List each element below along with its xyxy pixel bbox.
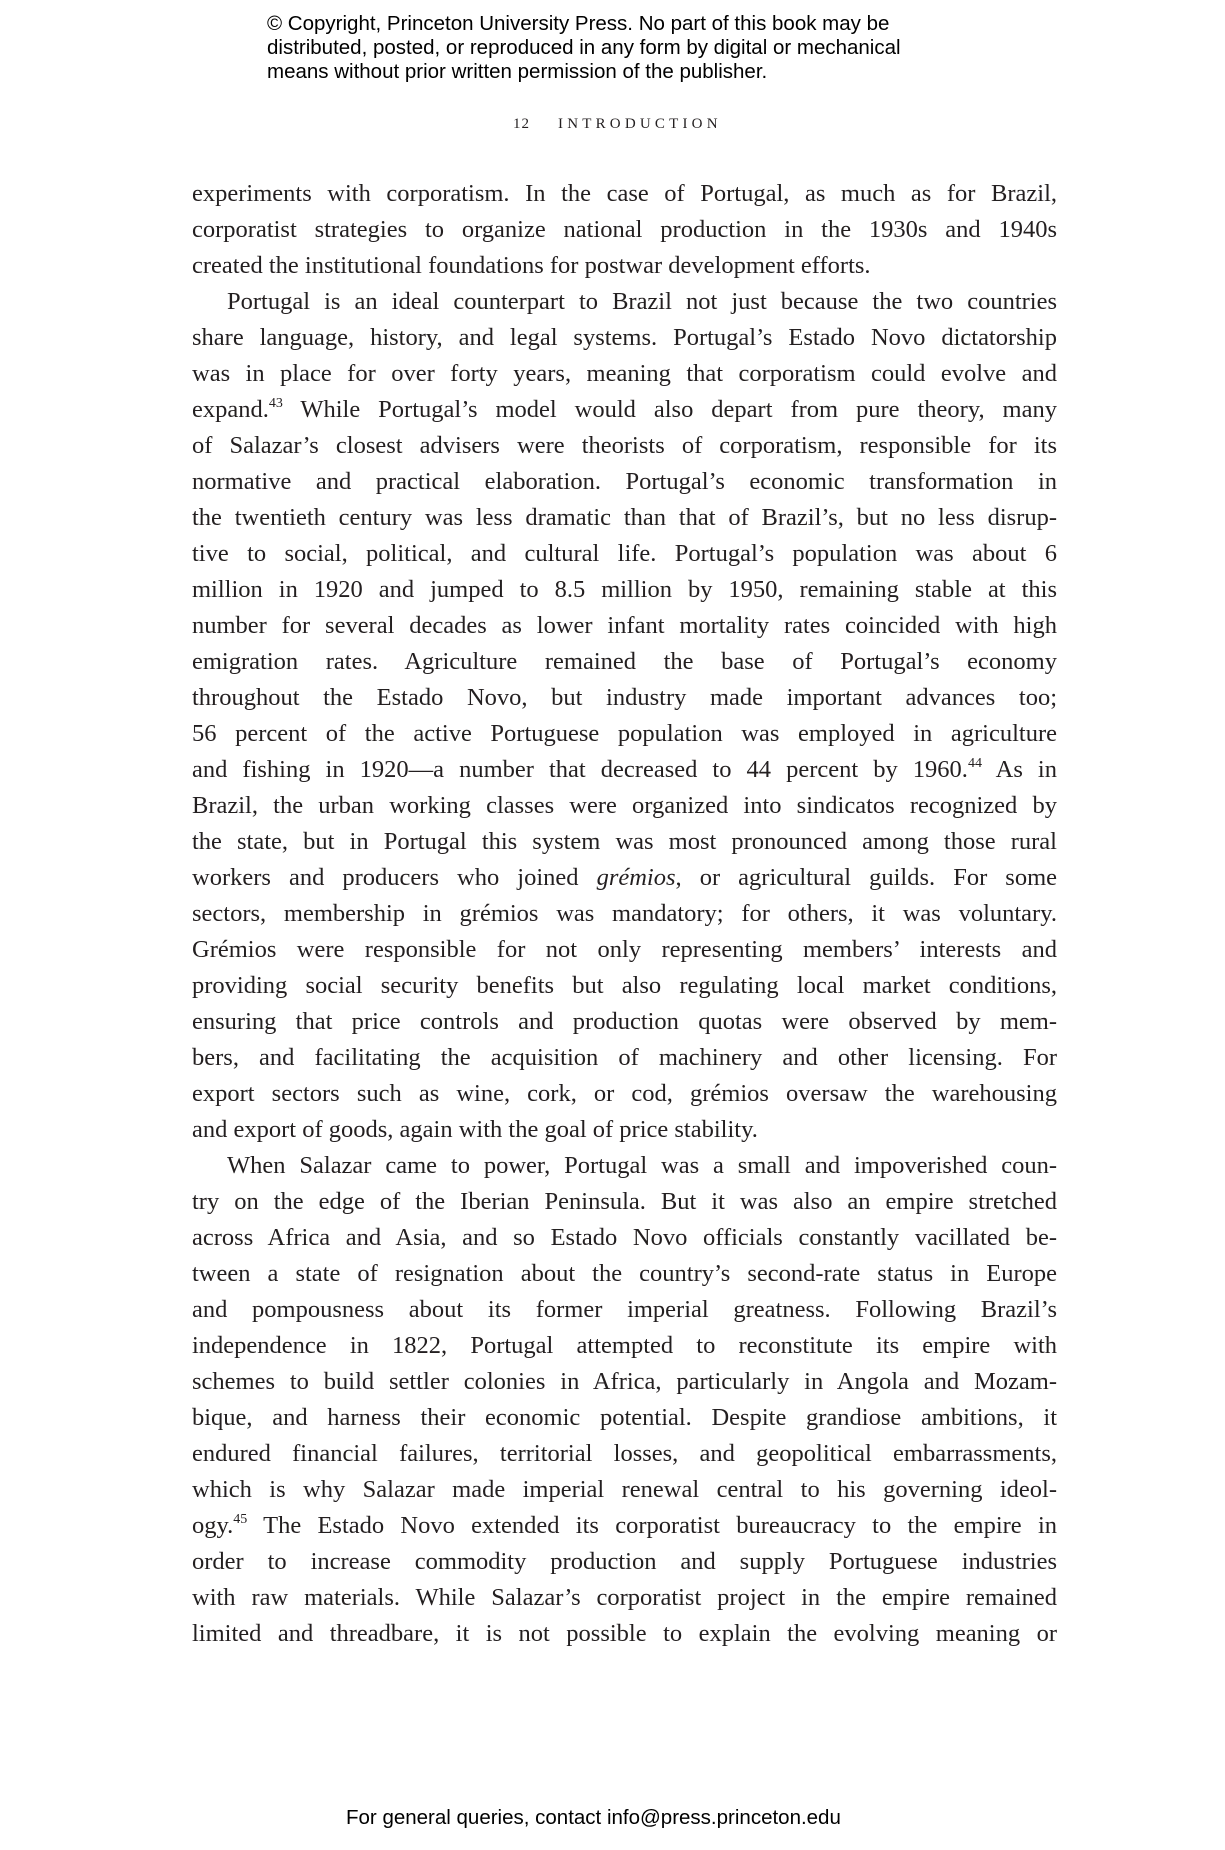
copyright-line: means without prior written permission of the publisher.: [267, 60, 768, 83]
footnote-reference[interactable]: 43: [268, 396, 283, 411]
text-line: created the institutional foundations for postwar development efforts.: [192, 252, 871, 279]
footer-contact: For general queries, contact info@press.princeton.edu: [346, 1806, 841, 1829]
text-segment: While Portugal’s model would also depart from pure theory, many: [282, 396, 1057, 423]
text-line: bique, and harness their economic potential. Despite grandiose ambitions, it: [192, 1404, 1057, 1431]
text-line: across Africa and Asia, and so Estado Novo officials constantly vacillated be-: [192, 1224, 1057, 1251]
text-line: bers, and facilitating the acquisition of machinery and other licensing. For: [192, 1044, 1057, 1071]
text-segment: As in: [981, 756, 1057, 783]
text-line: export sectors such as wine, cork, or cod, grémios oversaw the warehousing: [192, 1080, 1057, 1107]
text-line: Grémios were responsible for not only representing members’ interests and: [192, 936, 1057, 963]
text-segment: ogy.: [192, 1512, 234, 1539]
copyright-line: distributed, posted, or reproduced in any form by digital or mechanical: [267, 36, 901, 59]
text-line: corporatist strategies to organize national production in the 1930s and 1940s: [192, 216, 1057, 243]
text-line: providing social security benefits but also regulating local market conditions,: [192, 972, 1057, 999]
text-line: Brazil, the urban working classes were organized into sindicatos recognized by: [192, 792, 1057, 819]
text-line: experiments with corporatism. In the case of Portugal, as much as for Brazil,: [192, 180, 1057, 207]
text-line: ensuring that price controls and production quotas were observed by mem-: [192, 1008, 1057, 1035]
text-line: number for several decades as lower infant mortality rates coincided with high: [192, 612, 1057, 639]
text-line: share language, history, and legal systems. Portugal’s Estado Novo dictatorship: [192, 324, 1057, 351]
text-line: which is why Salazar made imperial renewal central to his governing ideol-: [192, 1476, 1057, 1503]
text-line: and export of goods, again with the goal of price stability.: [192, 1116, 758, 1143]
body-text: [192, 176, 1057, 1652]
text-line: [192, 860, 1057, 896]
text-line: the twentieth century was less dramatic than that of Brazil’s, but no less disrup-: [192, 504, 1057, 531]
text-line: limited and threadbare, it is not possible to explain the evolving meaning or: [192, 1620, 1057, 1647]
text-line: the state, but in Portugal this system was most pronounced among those rural: [192, 828, 1057, 855]
text-segment: The Estado Novo extended its corporatist bureaucracy to the empire in: [247, 1512, 1057, 1539]
text-line: try on the edge of the Iberian Peninsula. But it was also an empire stretched: [192, 1188, 1057, 1215]
copyright-notice: [267, 12, 987, 84]
text-line: tween a state of resignation about the country’s second-rate status in Europe: [192, 1260, 1057, 1287]
text-line: independence in 1822, Portugal attempted to reconstitute its empire with: [192, 1332, 1057, 1359]
text-line: 56 percent of the active Portuguese population was employed in agriculture: [192, 720, 1057, 747]
text-line: tive to social, political, and cultural life. Portugal’s population was about 6: [192, 540, 1057, 567]
text-line: throughout the Estado Novo, but industry made important advances too;: [192, 684, 1057, 711]
text-line: was in place for over forty years, meaning that corporatism could evolve and: [192, 360, 1057, 387]
text-line: [192, 392, 1057, 428]
text-line: schemes to build settler colonies in Africa, particularly in Angola and Mozam-: [192, 1368, 1057, 1395]
text-line: of Salazar’s closest advisers were theorists of corporatism, responsible for its: [192, 432, 1057, 459]
copyright-line: © Copyright, Princeton University Press. No part of this book may be: [267, 12, 890, 35]
text-line: sectors, membership in grémios was mandatory; for others, it was voluntary.: [192, 900, 1057, 927]
text-line: million in 1920 and jumped to 8.5 million by 1950, remaining stable at this: [192, 576, 1057, 603]
text-line: normative and practical elaboration. Portugal’s economic transformation in: [192, 468, 1057, 495]
text-line: endured financial failures, territorial losses, and geopolitical embarrassments,: [192, 1440, 1057, 1467]
text-segment: and fishing in 1920—a number that decreased to 44 percent by 1960.: [192, 756, 968, 783]
section-title: INTRODUCTION: [558, 116, 722, 132]
paragraph-first-line: When Salazar came to power, Portugal was a small and impoverished coun-: [227, 1152, 1057, 1179]
text-segment: , or agricultural guilds. For some: [675, 864, 1057, 891]
text-line: with raw materials. While Salazar’s corporatist project in the empire remained: [192, 1584, 1057, 1611]
text-segment: expand.: [192, 396, 269, 423]
text-line: [192, 1508, 1057, 1544]
text-segment: workers and producers who joined: [192, 864, 597, 891]
text-line: order to increase commodity production and supply Portuguese industries: [192, 1548, 1057, 1575]
text-line: and pompousness about its former imperial greatness. Following Brazil’s: [192, 1296, 1057, 1323]
footnote-reference[interactable]: 45: [233, 1512, 248, 1527]
text-line: [192, 752, 1057, 788]
text-line: emigration rates. Agriculture remained the base of Portugal’s economy: [192, 648, 1057, 675]
footnote-reference[interactable]: 44: [967, 756, 982, 771]
italic-term: grémios: [596, 864, 676, 891]
page-number: 12: [513, 116, 530, 132]
paragraph-first-line: Portugal is an ideal counterpart to Brazil not just because the two countries: [227, 288, 1057, 315]
